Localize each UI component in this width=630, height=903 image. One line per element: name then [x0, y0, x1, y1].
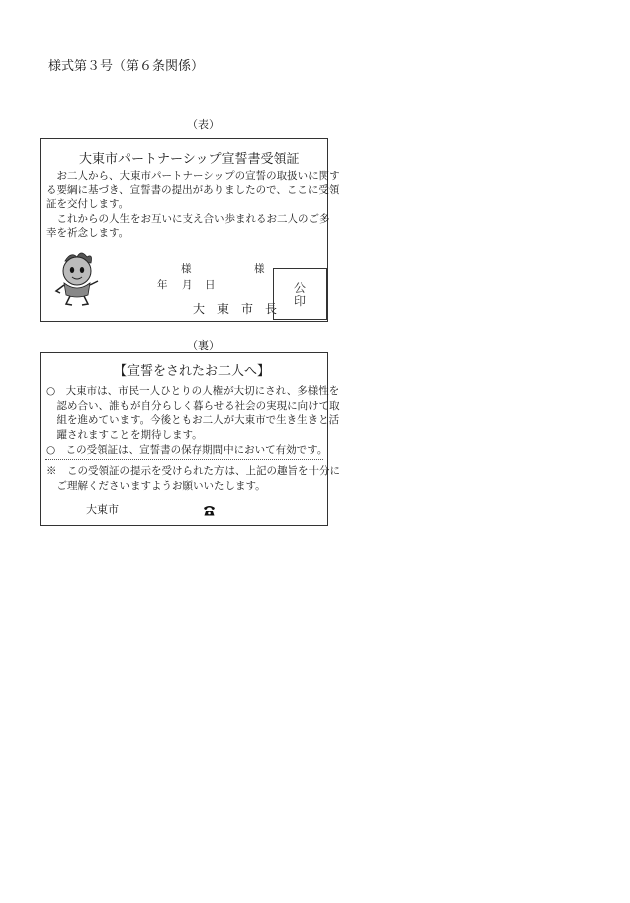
date-month: 月 [182, 279, 193, 291]
back-line-7: ご理解くださいますようお願いいたします。 [46, 480, 266, 492]
sama-2: 様 [254, 263, 265, 275]
back-line-5: ○ この受領証は、宣誓書の保存期間中において有効です。 [46, 444, 328, 456]
date-year: 年 [157, 279, 168, 291]
front-body-line-1: お二人から、大東市パートナーシップの宣誓の取扱いに関す [46, 170, 340, 182]
front-body-line-3: 証を交付します。 [46, 198, 130, 210]
telephone-icon [203, 505, 216, 516]
front-body-line-2: る要綱に基づき、宣誓書の提出がありましたので、ここに受領 [46, 184, 340, 196]
back-line-4: 躍されますことを期待します。 [46, 429, 203, 441]
footer-city: 大東市 [86, 503, 119, 516]
front-side-label: （表） [187, 118, 220, 131]
back-card [40, 352, 340, 526]
form-number: 様式第３号（第６条関係） [48, 59, 205, 74]
mascot-icon [51, 247, 103, 307]
date-day: 日 [205, 279, 216, 291]
sama-1: 様 [181, 263, 192, 275]
back-line-6: ※ この受領証の提示を受けられた方は、上記の趣旨を十分に [46, 465, 340, 477]
front-body-line-4: これからの人生をお互いに支え合い歩まれるお二人のご多 [46, 213, 330, 225]
front-body-line-5: 幸を祈念します。 [46, 227, 130, 239]
official-seal-box [273, 268, 327, 320]
back-line-2: 認め合い、誰もが自分らしく暮らせる社会の実現に向けて取 [46, 400, 340, 412]
seal-char-1: 公 [293, 281, 306, 295]
back-side-label: （裏） [187, 339, 220, 352]
front-card-title: 大東市パートナーシップ宣誓書受領証 [79, 152, 300, 167]
front-card [40, 138, 340, 322]
back-line-1: ○ 大東市は、市民一人ひとりの人権が大切にされ、多様性を [46, 385, 340, 397]
back-line-3: 組を進めています。今後ともお二人が大東市で生き生きと活 [46, 414, 340, 426]
dotted-divider [45, 459, 323, 460]
back-card-title: 【宣誓をされたお二人へ】 [114, 364, 271, 379]
mayor-title: 大 東 市 長 [193, 302, 278, 316]
seal-char-2: 印 [293, 294, 306, 308]
